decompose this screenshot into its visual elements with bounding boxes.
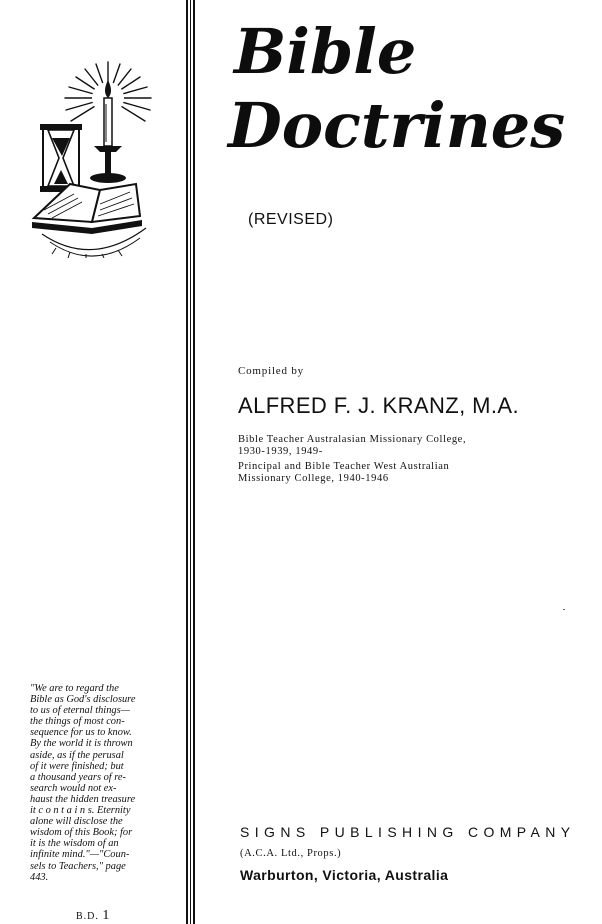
- title-line-1: Bible: [234, 15, 417, 88]
- publisher-props: (A.C.A. Ltd., Props.): [240, 848, 342, 859]
- author-name: ALFRED F. J. KRANZ, M.A.: [238, 393, 519, 418]
- epigraph-quote: "We are to regard the Bible as God's disclosure to us of eternal things— the things of most con- sequence for us to know. By the world it is thrown aside, as if the perusal of it were finished; but a thousand years of re- search would not ex- haust the hidden treasure it c o n t a i n s. Eternity alone will disclose the wisdom of this Book; for it is the wisdom of an infinite mind."—"Coun- sels to Teachers," page 443.: [30, 683, 136, 883]
- author-credential-1: Bible Teacher Australasian Missionary College, 1930-1939, 1949-: [238, 434, 467, 457]
- folio-prefix: B.D.: [76, 911, 99, 922]
- folio-mark: [76, 908, 110, 924]
- title-line-2: Doctrines: [228, 89, 566, 162]
- publisher-location: Warburton, Victoria, Australia: [240, 867, 449, 883]
- author-credential-2: Principal and Bible Teacher West Australian Missionary College, 1940-1946: [238, 461, 450, 484]
- left-column: [0, 0, 186, 924]
- print-speck: [563, 609, 565, 610]
- compiled-by-label: Compiled by: [238, 365, 304, 377]
- publisher-name: SIGNS PUBLISHING COMPANY: [240, 824, 576, 840]
- edition-label: (REVISED): [248, 211, 334, 228]
- folio-number: 1: [102, 908, 111, 923]
- hourglass-candle-bible-icon: [30, 58, 160, 258]
- book-title: [228, 15, 588, 162]
- column-divider-rules: [186, 0, 195, 924]
